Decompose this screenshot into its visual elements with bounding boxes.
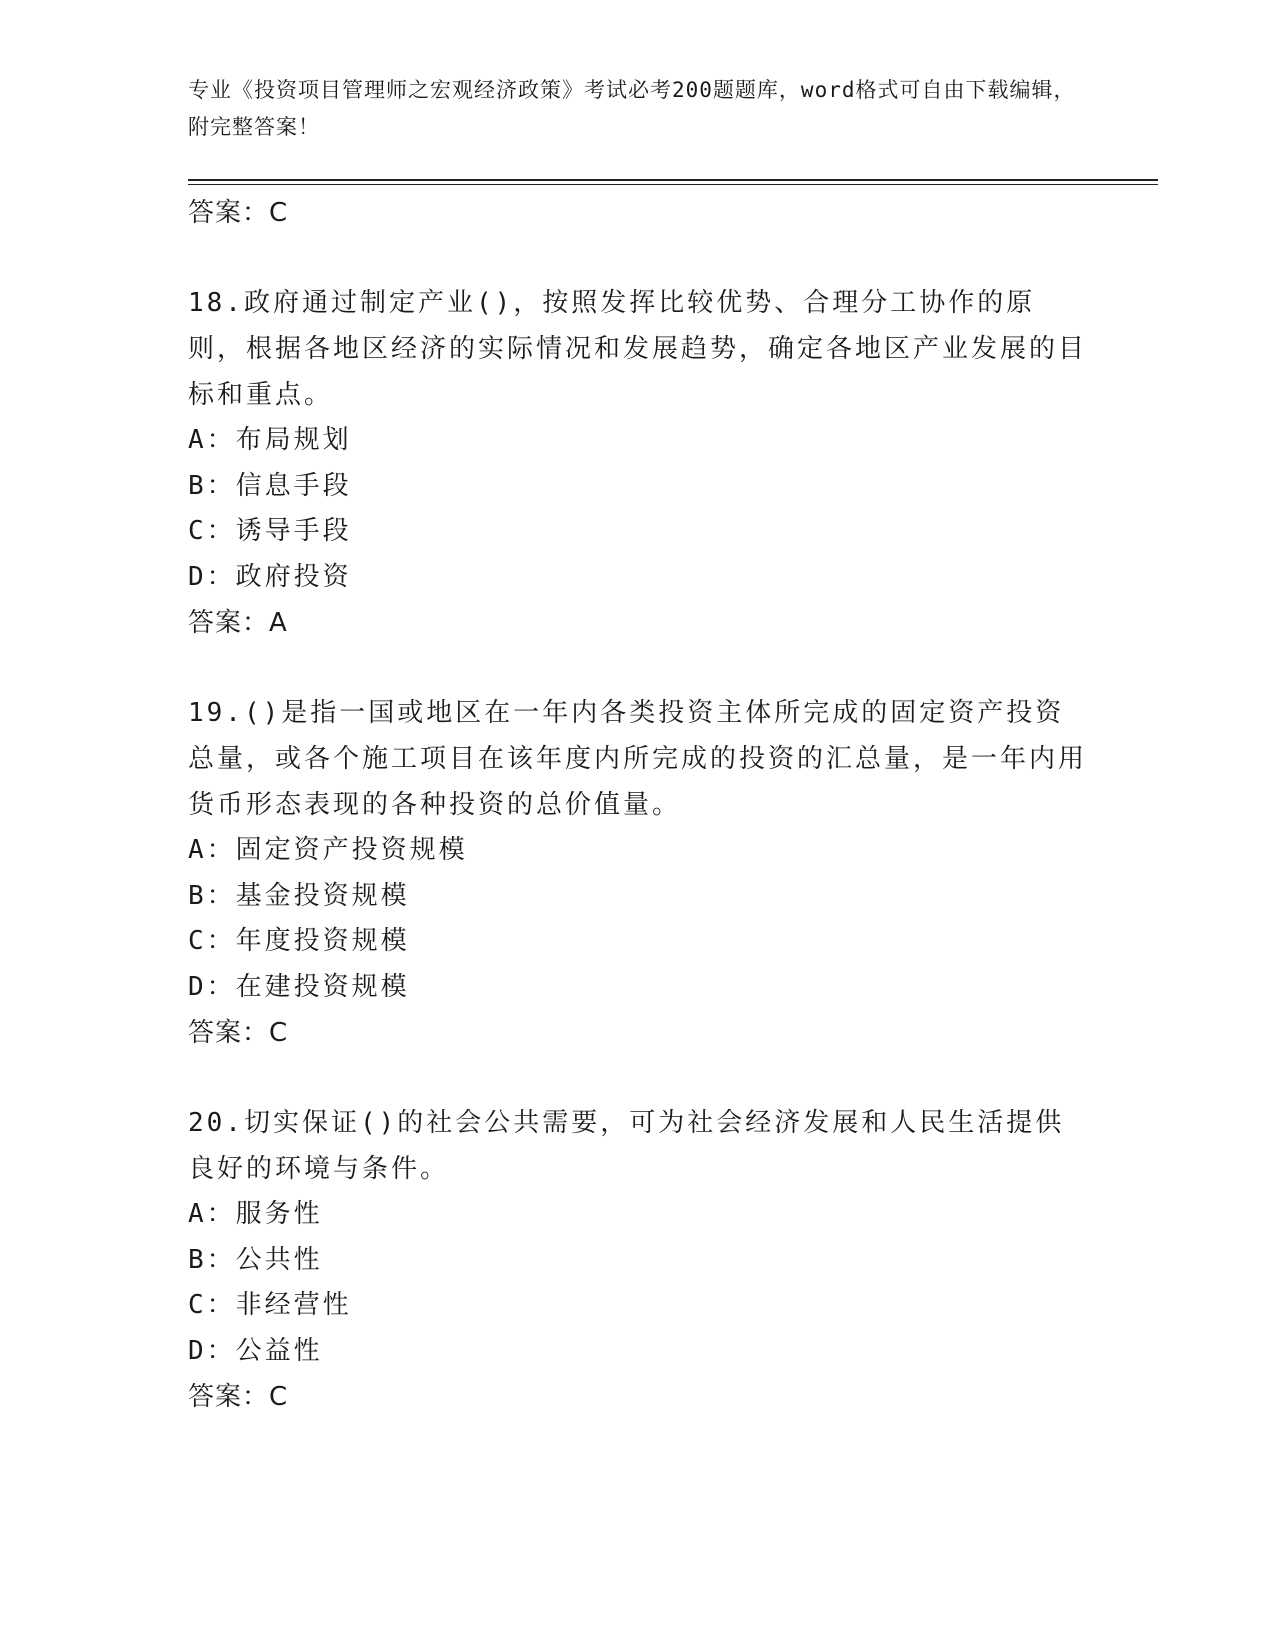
option-d: D：公益性 (188, 1335, 323, 1366)
header-rule-thick (188, 179, 1158, 181)
page-header: 专业《投资项目管理师之宏观经济政策》考试必考200题题库，word格式可自由下载编辑，附完整答案！ (188, 78, 1076, 139)
header-rule-thin (188, 184, 1158, 185)
option-d: D：在建投资规模 (188, 971, 410, 1002)
answer-line: 答案：C (188, 198, 289, 228)
question-20 (188, 1100, 1088, 1420)
question-stem: 18.政府通过制定产业()，按照发挥比较优势、合理分工协作的原则，根据各地区经济的实际情况和发展趋势，确定各地区产业发展的目标和重点。 (188, 288, 1088, 410)
question-18 (188, 280, 1088, 646)
document-body (188, 190, 1088, 1420)
answer-line: 答案：C (188, 1018, 289, 1048)
question-stem: 20.切实保证()的社会公共需要，可为社会经济发展和人民生活提供良好的环境与条件。 (188, 1108, 1065, 1184)
option-a: A：服务性 (188, 1199, 323, 1229)
option-c: C：诱导手段 (188, 516, 352, 546)
option-b: B：信息手段 (188, 470, 352, 501)
option-a: A：固定资产投资规模 (188, 835, 468, 865)
option-d: D：政府投资 (188, 561, 352, 592)
option-c: C：非经营性 (188, 1290, 352, 1320)
option-b: B：基金投资规模 (188, 880, 410, 911)
question-19 (188, 690, 1088, 1056)
answer-line: 答案：A (188, 608, 288, 638)
option-c: C：年度投资规模 (188, 926, 410, 956)
option-b: B：公共性 (188, 1244, 323, 1275)
answer-line: 答案：C (188, 1382, 289, 1412)
option-a: A：布局规划 (188, 425, 352, 455)
question-stem: 19.()是指一国或地区在一年内各类投资主体所完成的固定资产投资总量，或各个施工项目在该年度内所完成的投资的汇总量，是一年内用货币形态表现的各种投资的总价值量。 (188, 698, 1088, 820)
